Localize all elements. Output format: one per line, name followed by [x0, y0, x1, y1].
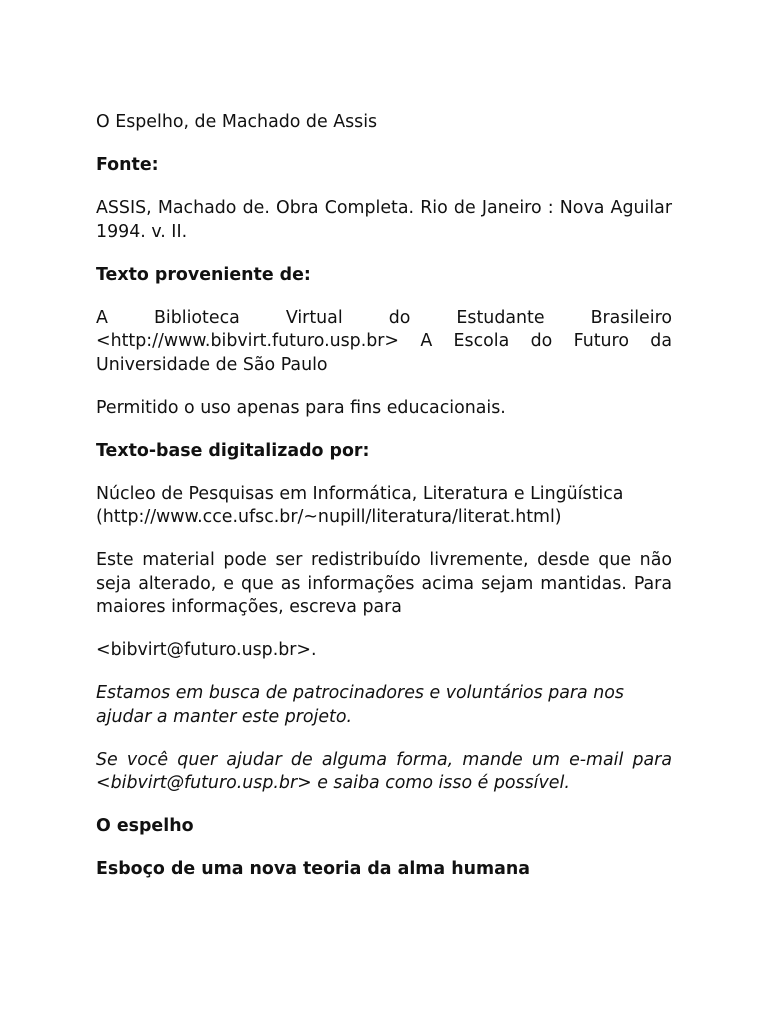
document-subtitle: Esboço de uma nova teoria da alma humana — [96, 859, 530, 879]
espelho-heading: O espelho — [96, 816, 194, 836]
ajudar-text: Se você quer ajudar de alguma forma, mande um e-mail para <bibvirt@futuro.usp.br> e saiba como isso é possível. — [96, 749, 672, 793]
fonte-label: Fonte: — [96, 155, 159, 175]
document-title: O Espelho, de Machado de Assis — [96, 112, 378, 132]
digitalizado-label: Texto-base digitalizado por: — [96, 440, 370, 461]
patrocinadores-text: Estamos em busca de patrocinadores e voluntários para nos ajudar a manter este projeto. — [96, 683, 624, 727]
document-page — [96, 111, 672, 901]
proveniente-label: Texto proveniente de: — [96, 264, 311, 285]
proveniente-text: A Biblioteca Virtual do Estudante Brasileiro <http://www.bibvirt.futuro.usp.br> A Escola do Futuro da Universidade de São Paulo — [96, 307, 672, 375]
digitalizado-text: Núcleo de Pesquisas em Informática, Literatura e Lingüística (http://www.cce.ufsc.br/~nupill/literatura/literat.html) — [96, 483, 624, 527]
fonte-text: ASSIS, Machado de. Obra Completa. Rio de Janeiro : Nova Aguilar 1994. v. II. — [96, 198, 672, 242]
material-text: Este material pode ser redistribuído livremente, desde que não seja alterado, e que as informações acima sejam mantidas. Para maiores informações, escreva para — [96, 550, 672, 617]
permitido-text: Permitido o uso apenas para fins educacionais. — [96, 397, 506, 418]
email-text: <bibvirt@futuro.usp.br>. — [96, 640, 317, 660]
